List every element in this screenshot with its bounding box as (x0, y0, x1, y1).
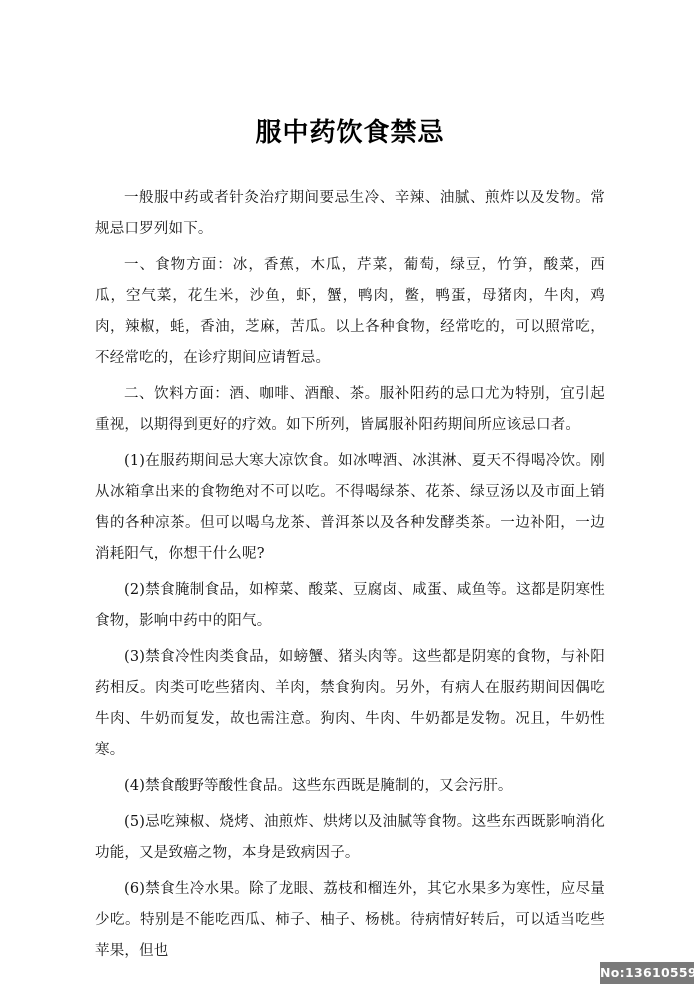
paragraph-item-6: (6)禁食生冷水果。除了龙眼、荔枝和榴连外，其它水果多为寒性，应尽量少吃。特别是不能吃西瓜、柿子、柚子、杨桃。待病情好转后，可以适当吃些苹果，但也 (95, 881, 605, 959)
paragraph-intro: 一般服中药或者针灸治疗期间要忌生冷、辛辣、油腻、煎炸以及发物。常规忌口罗列如下。 (95, 190, 605, 237)
paragraph-item-1: (1)在服药期间忌大寒大凉饮食。如冰啤酒、冰淇淋、夏天不得喝冷饮。刚从冰箱拿出来的食物绝对不可以吃。不得喝绿茶、花茶、绿豆汤以及市面上销售的各种凉茶。但可以喝乌龙茶、普洱茶以及各种发酵类茶。一边补阳，一边消耗阳气，你想干什么呢? (95, 453, 605, 562)
document-body (95, 183, 605, 972)
paragraph-item-5: (5)忌吃辣椒、烧烤、油煎炸、烘烤以及油腻等食物。这些东西既影响消化功能，又是致癌之物，本身是致病因子。 (95, 814, 605, 861)
paragraph-item-4: (4)禁食酸野等酸性食品。这些东西既是腌制的，又会污肝。 (124, 778, 513, 794)
document-title: 服中药饮食禁忌 (255, 118, 445, 148)
watermark-id-badge: No:13610559 (600, 962, 694, 984)
paragraph-item-2: (2)禁食腌制食品，如榨菜、酸菜、豆腐卤、咸蛋、咸鱼等。这都是阴寒性食物，影响中药中的阳气。 (95, 582, 605, 629)
paragraph-item-3: (3)禁食冷性肉类食品，如螃蟹、猪头肉等。这些都是阴寒的食物，与补阳药相反。肉类可吃些猪肉、羊肉，禁食狗肉。另外，有病人在服药期间因偶吃牛肉、牛奶而复发，故也需注意。狗肉、牛肉、牛奶都是发物。况且，牛奶性寒。 (95, 649, 605, 758)
paragraph-drinks: 二、饮料方面：酒、咖啡、酒酿、茶。服补阳药的忌口尤为特别，宜引起重视，以期得到更好的疗效。如下所列，皆属服补阳药期间所应该忌口者。 (95, 386, 605, 433)
paragraph-food: 一、食物方面：冰，香蕉，木瓜，芹菜，葡萄，绿豆，竹笋，酸菜，西瓜，空气菜，花生米，沙鱼，虾，蟹，鸭肉，鳖，鸭蛋，母猪肉，牛肉，鸡肉，辣椒，蚝，香油，芝麻，苦瓜。以上各种食物，经常吃的，可以照常吃，不经常吃的，在诊疗期间应请暂忌。 (95, 257, 605, 366)
